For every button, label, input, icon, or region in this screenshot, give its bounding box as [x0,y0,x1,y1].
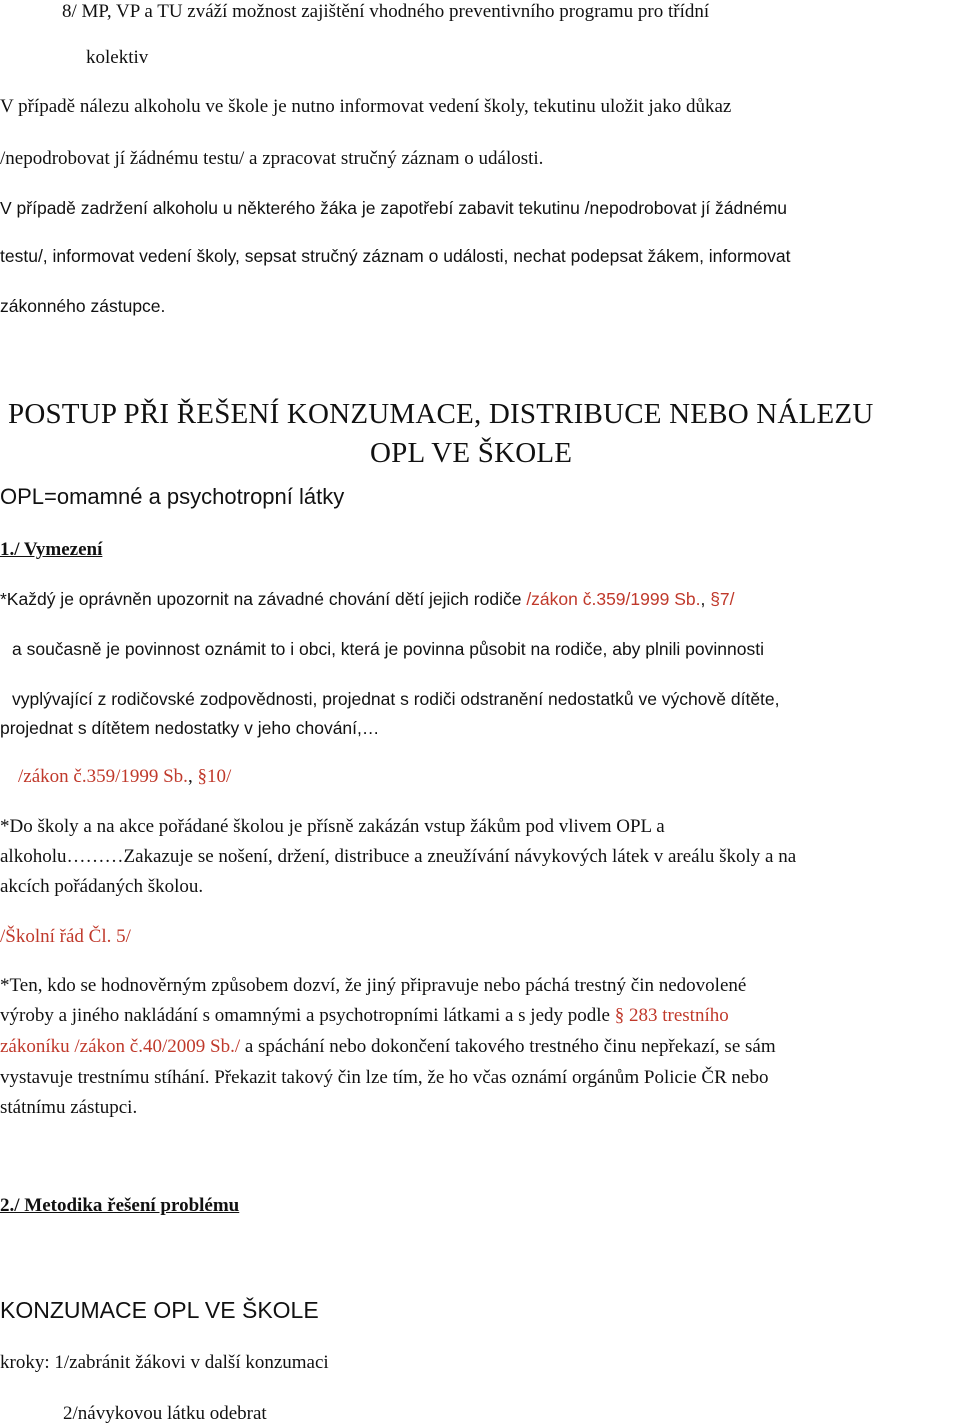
section-heading: POSTUP PŘI ŘEŠENÍ KONZUMACE, DISTRIBUCE NEBO NÁLEZU [8,398,874,430]
paragraph-line: kolektiv [86,47,149,68]
section-heading: OPL VE ŠKOLE [370,437,573,469]
paragraph-line: testu/, informovat vedení školy, sepsat stručný záznam o události, nechat podepsat žákem, informovat [0,246,791,266]
definition-line: OPL=omamné a psychotropní látky [0,484,345,509]
paragraph-line: a současně je povinnost oznámit to i obci, která je povinna působit na rodiče, aby plnili povinnosti [12,639,764,659]
text-run: výroby a jiného nakládání s omamnými a psychotropními látkami a s jedy podle [0,1005,615,1026]
legal-reference: § 283 trestního [614,1005,729,1026]
paragraph-line: zákonného zástupce. [0,296,166,316]
text-run: , [700,589,711,609]
paragraph-line: *Do školy a na akce pořádané školou je přísně zakázán vstup žákům pod vlivem OPL a [0,816,665,837]
legal-reference: /zákon č.359/1999 Sb. [526,589,701,609]
subsection-heading: KONZUMACE OPL VE ŠKOLE [0,1297,319,1323]
section-title: 1./ Vymezení [0,539,103,560]
paragraph-line [0,1035,776,1059]
paragraph-line: V případě zadržení alkoholu u některého žáka je zapotřebí zabavit tekutinu /nepodrobovat jí žádnému [0,198,788,218]
paragraph-line: *Ten, kdo se hodnověrným způsobem dozví, že jiný připravuje nebo páchá trestný čin nedovolené [0,975,747,996]
paragraph-line: projednat s dítětem nedostatky v jeho chování,… [0,718,380,738]
paragraph-line: státnímu zástupci. [0,1097,138,1118]
legal-reference: /zákon č.359/1999 Sb. [18,766,188,787]
text-run: a spáchání nebo dokončení takového trestného činu nepřekazí, se sám [240,1036,776,1057]
section-title: 2./ Metodika řešení problému [0,1195,240,1216]
paragraph-line: V případě nálezu alkoholu ve škole je nutno informovat vedení školy, tekutinu uložit jako důkaz [0,96,732,117]
paragraph-line: 8/ MP, VP a TU zváží možnost zajištění vhodného preventivního programu pro třídní [62,1,710,22]
legal-reference: §7/ [710,589,735,609]
legal-reference: /Školní řád Čl. 5/ [0,926,131,947]
paragraph-line [0,587,735,611]
paragraph-line: akcích pořádaných školou. [0,876,204,897]
text-run: *Každý je oprávněn upozornit na závadné chování dětí jejich rodiče [0,589,527,609]
legal-reference: zákoníku /zákon č.40/2009 Sb./ [0,1036,241,1057]
steps-line: kroky: 1/zabránit žákovi v další konzumaci [0,1352,329,1373]
paragraph-line [18,765,231,789]
paragraph-line: vystavuje trestnímu stíhání. Překazit takový čin lze tím, že ho včas oznámí orgánům Policie ČR nebo [0,1067,769,1088]
legal-reference: §10/ [197,766,232,787]
paragraph-line: /nepodrobovat jí žádnému testu/ a zpracovat stručný záznam o události. [0,148,544,169]
paragraph-line [0,1004,729,1028]
paragraph-line: vyplývající z rodičovské zodpovědnosti, projednat s rodiči odstranění nedostatků ve výchově dítěte, [12,689,780,709]
text-run: , [187,766,198,787]
paragraph-line: alkoholu………Zakazuje se nošení, držení, distribuce a zneužívání návykových látek v areálu školy a na [0,846,797,867]
steps-line: 2/návykovou látku odebrat [63,1403,267,1424]
